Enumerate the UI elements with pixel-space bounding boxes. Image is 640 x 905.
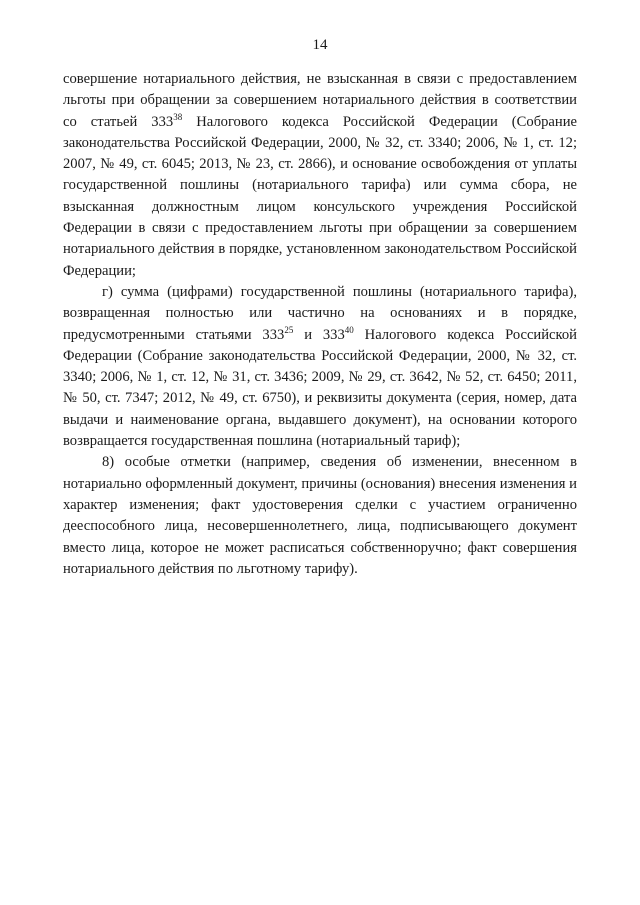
paragraph-text: совершение нотариального действия, не взысканная в связи с предоставлением льготы при обращении за совершением нотариального действия в соответствии со статьей 333 xyxy=(63,71,577,130)
document-body xyxy=(63,69,577,580)
superscript: 38 xyxy=(173,111,183,122)
paragraph-item-8 xyxy=(63,452,577,580)
paragraph-text: 8) особые отметки (например, сведения об изменении, внесенном в нотариально оформленный документ, причины (основания) внесения изменения и характер изменения; факт удостоверения сделки с участием ограниченно дееспособного лица, несовершеннолетнего, лица, подписывающего документ вместо лица, которое не может расписаться собственноручно; факт совершения нотариального действия по льготному тарифу). xyxy=(63,454,577,577)
paragraph-item-g xyxy=(63,282,577,452)
page-number: 14 xyxy=(312,37,328,53)
paragraph-text: и 333 xyxy=(293,326,345,343)
paragraph-text: Налогового кодекса Российской Федерации (Собрание законодательства Российской Федерации, 2000, № 32, ст. 3340; 2006, № 1, ст. 12, № 31, ст. 3436; 2009, № 29, ст. 3642, № 52, ст. 6450; 2011, № 50, ст. 7347; 2012, № 49, ст. 6750), и реквизиты документа (серия, номер, дата выдачи и наименование органа, выдавшего документ), на основании которого возвращается государственная пошлина (нотариальный тариф); xyxy=(63,326,577,450)
paragraph-continuation xyxy=(63,69,577,282)
paragraph-text: Налогового кодекса Российской Федерации (Собрание законодательства Российской Федерации, 2000, № 32, ст. 3340; 2006, № 1, ст. 12; 2007, № 49, ст. 6045; 2013, № 23, ст. 2866), и основание освобождения от уплаты государственной пошлины (нотариального тарифа) или сумма сбора, не взысканная должностным лицом консульского учреждения Российской Федерации в связи с предоставлением льготы при обращении за совершением нотариального действия в порядке, установленном законодательством Российской Федерации; xyxy=(63,113,577,279)
paragraph-text: г) сумма (цифрами) государственной пошлины (нотариального тарифа), возвращенная полностью или частично на основаниях и в порядке, предусмотренными статьями 333 xyxy=(63,283,577,343)
superscript: 25 xyxy=(284,324,294,335)
superscript: 40 xyxy=(344,324,354,335)
